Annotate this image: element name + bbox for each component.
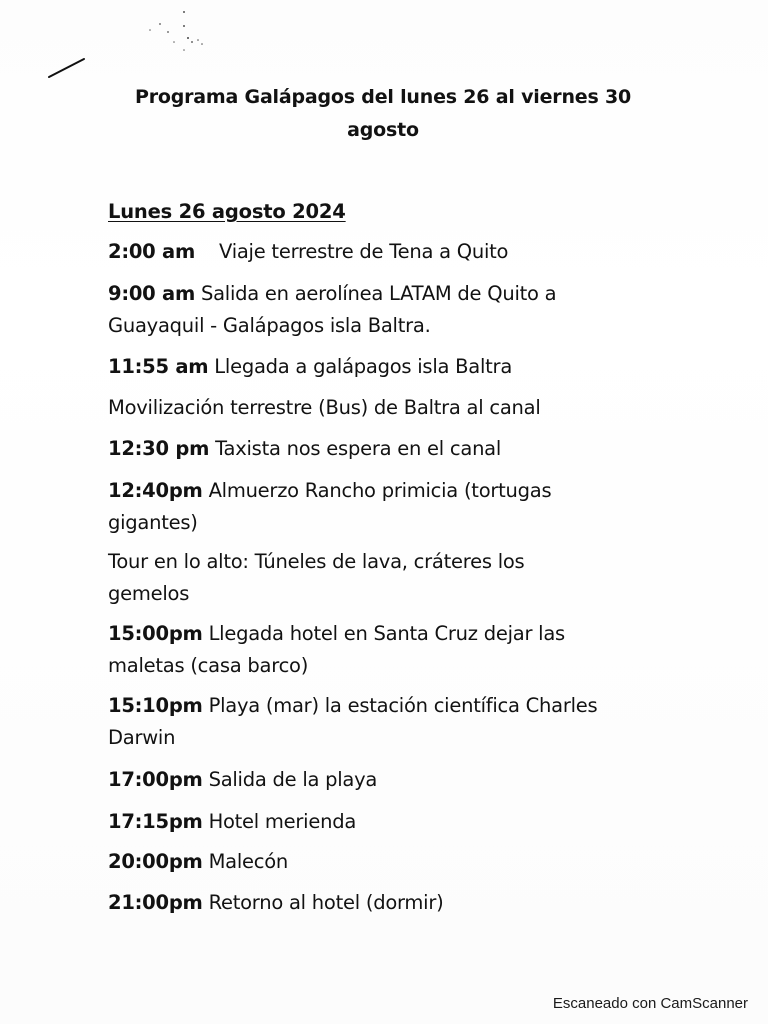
entry-text: Taxista nos espera en el canal [215,437,502,460]
entry-text: Salida de la playa [208,768,378,791]
entry-time: 15:10pm [108,694,203,717]
schedule-entry [108,278,608,342]
entry-time: 21:00pm [108,891,203,914]
schedule-entry [108,690,638,754]
schedule-entry [108,351,628,383]
entry-text: Llegada hotel en Santa Cruz dejar las maletas (casa barco) [108,622,565,677]
schedule-entry [108,392,628,424]
pen-mark [46,56,88,80]
schedule-entry [108,764,628,796]
schedule-entry [108,433,628,465]
document-title: Programa Galápagos del lunes 26 al viernes 30 agosto [134,86,632,141]
entry-text: Viaje terrestre de Tena a Quito [219,240,509,263]
entry-text: Llegada a galápagos isla Baltra [214,355,513,378]
entry-text: Almuerzo Rancho primicia (tortugas gigantes) [108,479,552,534]
scanner-watermark: Escaneado con CamScanner [552,995,748,1012]
entry-time: 12:30 pm [108,437,210,460]
entry-text: Tour en lo alto: Túneles de lava, cráteres los gemelos [108,550,525,605]
entry-text: Hotel merienda [208,810,357,833]
entry-time: 11:55 am [108,355,209,378]
schedule-entry [108,846,628,878]
entry-time: 17:00pm [108,768,203,791]
entry-time: 12:40pm [108,479,203,502]
schedule-entry [108,806,628,838]
entry-text: Malecón [208,850,289,873]
schedule-entry [108,236,628,268]
day-heading: Lunes 26 agosto 2024 [108,200,346,223]
entry-text: Salida en aerolínea LATAM de Quito a Guayaquil - Galápagos isla Baltra. [108,282,557,337]
entry-time: 9:00 am [108,282,196,305]
schedule-entry [108,475,598,539]
entry-time: 20:00pm [108,850,203,873]
scan-speckles [140,8,220,58]
entry-text: Retorno al hotel (dormir) [208,891,444,914]
entry-text: Movilización terrestre (Bus) de Baltra al canal [108,396,541,419]
schedule-entry [108,618,608,682]
entry-text: Playa (mar) la estación científica Charles Darwin [108,694,598,749]
entry-time: 15:00pm [108,622,203,645]
entry-time: 2:00 am [108,240,196,263]
schedule-entry [108,887,628,919]
schedule-entry [108,546,598,610]
entry-time: 17:15pm [108,810,203,833]
